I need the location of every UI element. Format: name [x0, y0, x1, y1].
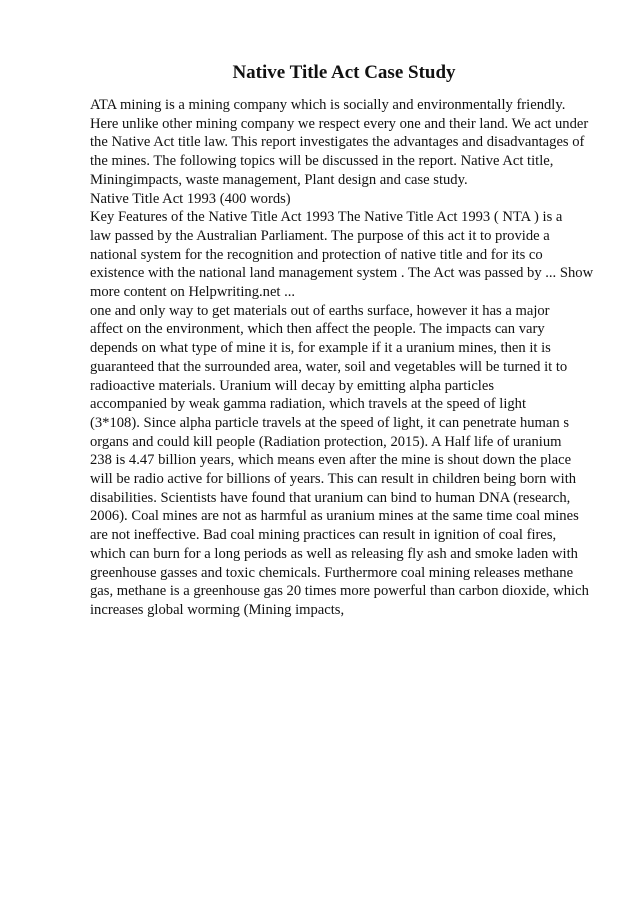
body-line: depends on what type of mine it is, for example if it a uranium mines, then it is — [90, 340, 551, 357]
page-title: Native Title Act Case Study — [232, 62, 456, 83]
body-line: disabilities. Scientists have found that uranium can bind to human DNA (research, — [90, 489, 571, 506]
body-line: Key Features of the Native Title Act 1993 The Native Title Act 1993 ( NTA ) is a — [90, 209, 563, 226]
body-line: existence with the national land management system . The Act was passed by ... Show — [90, 265, 594, 282]
body-line: radioactive materials. Uranium will decay by emitting alpha particles — [90, 377, 495, 394]
body-line: accompanied by weak gamma radiation, which travels at the speed of light — [90, 396, 527, 413]
body-line: which can burn for a long periods as well as releasing fly ash and smoke laden with — [90, 545, 578, 562]
body-line: will be radio active for billions of years. This can result in children being born with — [90, 471, 577, 488]
body-line: are not ineffective. Bad coal mining practices can result in ignition of coal fires, — [90, 527, 557, 544]
body-line: gas, methane is a greenhouse gas 20 times more powerful than carbon dioxide, which — [90, 583, 589, 600]
body-line: ATA mining is a mining company which is socially and environmentally friendly. — [90, 97, 566, 113]
body-line: (3*108). Since alpha particle travels at the speed of light, it can penetrate human s — [90, 414, 569, 431]
body-line: increases global worming (Mining impacts, — [90, 601, 345, 618]
body-line: Miningimpacts, waste management, Plant design and case study. — [90, 171, 468, 188]
body-line: one and only way to get materials out of earths surface, however it has a major — [90, 302, 550, 319]
body-line: the Native Act title law. This report investigates the advantages and disadvantages of — [90, 134, 585, 151]
body-line: affect on the environment, which then affect the people. The impacts can vary — [90, 321, 545, 338]
body-line: law passed by the Australian Parliament. The purpose of this act it to provide a — [90, 227, 550, 244]
section-heading: Native Title Act 1993 (400 words) — [90, 190, 291, 207]
document-body — [90, 96, 600, 620]
body-line: Here unlike other mining company we respect every one and their land. We act under — [90, 115, 589, 132]
body-line: 2006). Coal mines are not as harmful as uranium mines at the same time coal mines — [90, 508, 579, 525]
body-line: more content on Helpwriting.net ... — [90, 284, 296, 301]
body-line: the mines. The following topics will be discussed in the report. Native Act title, — [90, 153, 554, 170]
body-line: organs and could kill people (Radiation protection, 2015). A Half life of uranium — [90, 433, 562, 450]
body-line: 238 is 4.47 billion years, which means even after the mine is shout down the place — [90, 452, 572, 469]
body-line: national system for the recognition and protection of native title and for its co — [90, 246, 543, 263]
body-line: guaranteed that the surrounded area, water, soil and vegetables will be turned it to — [90, 358, 568, 375]
body-line: greenhouse gasses and toxic chemicals. Furthermore coal mining releases methane — [90, 564, 574, 581]
